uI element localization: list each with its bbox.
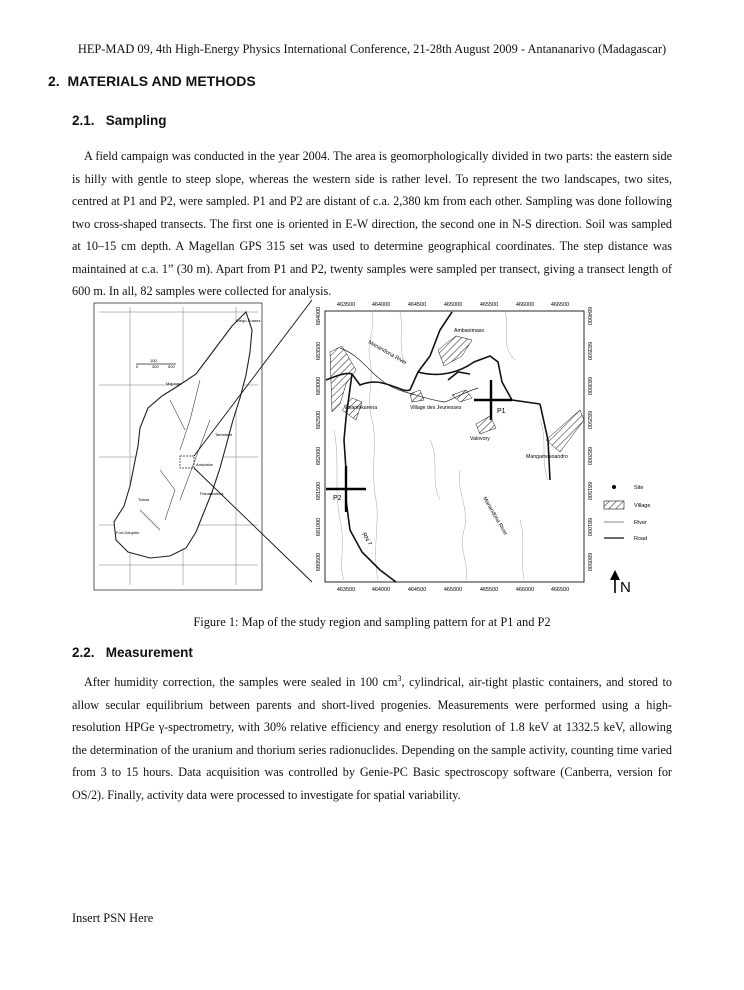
place-fianarantsoa: Fianarantsoa	[200, 491, 224, 496]
measurement-superscript: 3	[397, 673, 402, 683]
label-rn7: RN 7	[360, 532, 373, 547]
y-tick-left-5: 681500	[316, 481, 322, 501]
x-tick-top-5: 466000	[515, 302, 535, 308]
y-tick-left-1: 683500	[316, 341, 322, 361]
subsection-number: 2.1.	[72, 113, 95, 128]
y-tick-right-6: 681000	[586, 517, 592, 537]
inset-map	[94, 303, 262, 590]
measurement-text-1: After humidity correction, the samples were sealed in 100 cm	[84, 675, 398, 689]
legend-site-symbol	[612, 485, 616, 489]
x-tick-top-3: 465000	[443, 302, 463, 308]
place-majunga: Majunga	[166, 381, 182, 386]
subsection-number: 2.2.	[72, 645, 95, 660]
scale-label-500: 500	[168, 364, 175, 369]
subsection-title: Sampling	[105, 113, 167, 128]
x-tick-top-4: 465500	[479, 302, 499, 308]
legend-village-label: Village	[634, 503, 651, 509]
section-title: MATERIALS AND METHODS	[67, 73, 256, 89]
page-footer: Insert PSN Here	[72, 911, 154, 925]
legend-village-symbol	[604, 501, 624, 509]
scale-label-300: 300	[152, 364, 159, 369]
x-tick-bottom-6: 466500	[550, 587, 570, 593]
y-tick-right-2: 683000	[586, 376, 592, 396]
place-tamatave: Tamatave	[215, 432, 233, 437]
x-tick-top-2: 464500	[407, 302, 427, 308]
x-tick-bottom-5: 466000	[515, 587, 535, 593]
measurement-paragraph	[72, 671, 672, 806]
y-tick-right-1: 683500	[586, 341, 592, 361]
x-tick-bottom-4: 465500	[479, 587, 499, 593]
legend-road-label: Road	[634, 536, 648, 542]
scale-label-0: 0	[136, 364, 139, 369]
subsection-title: Measurement	[105, 645, 193, 660]
y-tick-right-0: 684000	[586, 306, 592, 326]
running-header: HEP-MAD 09, 4th High-Energy Physics International Conference, 21-28th August 2009 - Antananarivo (Madagascar)	[77, 42, 667, 56]
figure-caption: Figure 1: Map of the study region and sampling pattern for at P1 and P2	[193, 615, 551, 629]
label-ambanimaso: Ambanimaso	[454, 328, 485, 334]
x-tick-top-0: 463500	[336, 302, 356, 308]
y-tick-left-0: 684000	[316, 306, 322, 326]
y-tick-left-3: 682500	[316, 410, 322, 430]
y-tick-right-7: 680500	[586, 552, 592, 572]
place-fort-dauphin: Fort-Dauphin	[116, 530, 140, 535]
x-tick-top-6: 466500	[550, 302, 570, 308]
y-tick-right-4: 682000	[586, 446, 592, 466]
y-tick-left-2: 683000	[316, 376, 322, 396]
y-tick-right-5: 681500	[586, 481, 592, 501]
y-tick-right-3: 682500	[586, 410, 592, 430]
label-p2: P2	[333, 495, 342, 502]
y-tick-left-7: 680500	[316, 552, 322, 572]
label-mangamasoandro: Mangamasoandro	[526, 454, 568, 460]
label-manandona-river-south: Manandona River	[481, 496, 509, 537]
legend-site-label: Site	[634, 485, 644, 491]
label-valovory: Valovory	[470, 436, 490, 442]
x-tick-bottom-3: 465000	[443, 587, 463, 593]
detail-map	[316, 302, 592, 593]
x-tick-bottom-1: 464000	[371, 587, 391, 593]
north-label: N	[620, 579, 631, 596]
scale-label-100: 100	[150, 358, 157, 363]
label-vinaninkarena: Vinaninkarena	[344, 405, 378, 411]
section-number: 2.	[48, 73, 60, 89]
measurement-text-2: , cylindrical, air-tight plastic containers, and stored to allow secular equilibrium between parents and short-lived progenies. Measurements were performed using a high-resolution HPGe γ-spectrometry, with 30% relative efficiency and energy resolution of 1.8 keV at 1332.5 keV, allowing the determination of the uranium and thorium series radionuclides. Depending on the sample activity, counting time varied from 3 to 15 hours. Data acquisition was controlled by Genie-PC Basic spectroscopy software (Canberra, version for OS/2). Finally, activity data were processed to investigate for spatial variability.	[72, 675, 672, 802]
sampling-text: A field campaign was conducted in the year 2004. The area is geomorphologically divided in two parts: the eastern side is hilly with gentle to steep slope, whereas the western side is rather level. To represent the two landscapes, two sites, centred at P1 and P2, were sampled. P1 and P2 are distant of c.a. 2,380 km from each other. Sampling was done following two cross-shaped transects. The first one is oriented in E-W direction, the second one in N-S direction. Soil was sampled at 10–15 cm depth. A Magellan GPS 315 set was used to determine geographical coordinates. The step distance was maintained at c.a. 1” (30 m). Apart from P1 and P2, twenty samples were sampled per transect, giving a transect length of 600 m. In all, 82 samples were collected for analysis.	[72, 149, 672, 298]
label-manandona-river-north: Manandona River	[367, 339, 408, 367]
x-tick-bottom-2: 464500	[407, 587, 427, 593]
x-tick-top-1: 464000	[371, 302, 391, 308]
y-tick-left-4: 682000	[316, 446, 322, 466]
x-tick-bottom-0: 463500	[336, 587, 356, 593]
place-tulear: Tulear	[138, 497, 150, 502]
y-tick-left-6: 681000	[316, 517, 322, 537]
legend-river-label: River	[634, 520, 647, 526]
north-arrow	[610, 570, 631, 596]
place-antsirabe: Antsirabe	[196, 462, 213, 467]
place-diego-suarez: Diego-Suarez	[236, 318, 261, 323]
label-village-des-jeunesses: Village des Jeunesses	[410, 405, 462, 411]
map-legend	[604, 485, 650, 542]
subsection-heading-measurement	[72, 645, 193, 660]
label-p1: P1	[497, 408, 506, 415]
